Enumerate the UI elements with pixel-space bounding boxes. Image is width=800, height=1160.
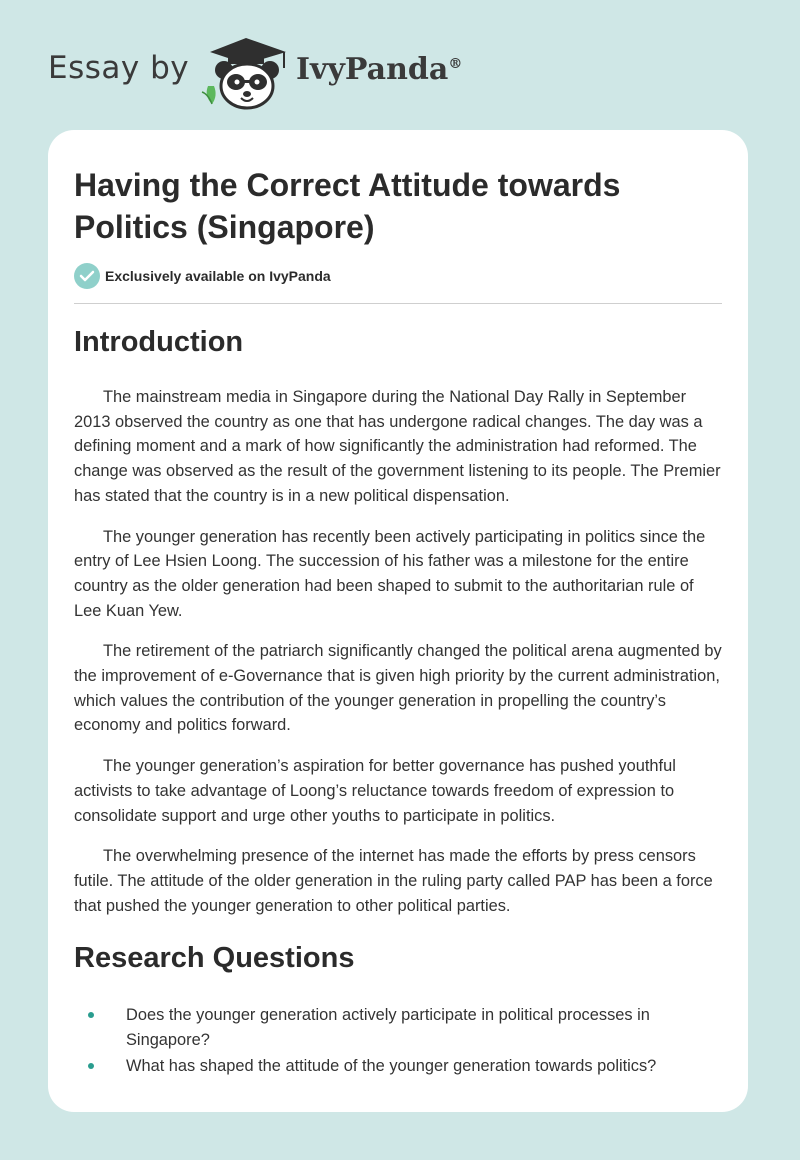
essay-by-label: Essay by bbox=[48, 50, 190, 86]
divider bbox=[74, 303, 722, 304]
research-questions-list bbox=[74, 1003, 724, 1081]
section-heading-research-questions: Research Questions bbox=[74, 942, 355, 974]
essay-title: Having the Correct Attitude towards Politics (Singapore) bbox=[74, 167, 621, 245]
registered-mark: ® bbox=[448, 56, 463, 72]
site-header bbox=[0, 0, 800, 130]
essay-card bbox=[48, 130, 748, 1112]
badge-text: Exclusively available on IvyPanda bbox=[105, 268, 331, 284]
paragraph: The younger generation has recently been actively participating in politics since the entry of Lee Hsien Loong. The succession of his father was a milestone for the entire country as the older generation had been shaped to submit to the authoritarian rule of Lee Kuan Yew. bbox=[74, 527, 706, 620]
paragraph: The retirement of the patriarch significantly changed the political arena augmented by the improvement of e-Governance that is given high priority by the current administration, which values the contribution of the younger generation in propelling the country’s economy and politics forward. bbox=[74, 642, 722, 735]
list-item-text: Does the younger generation actively participate in political processes in Singapore? bbox=[126, 1006, 650, 1049]
introduction-body bbox=[74, 385, 724, 934]
list-item bbox=[74, 1054, 724, 1079]
check-circle-icon bbox=[74, 263, 100, 289]
brand-name[interactable] bbox=[296, 52, 462, 87]
exclusive-badge bbox=[74, 263, 331, 289]
paragraph: The younger generation’s aspiration for better governance has pushed youthful activists to take advantage of Loong’s reluctance towards freedom of expression to consolidate support and urge other youths to participate in politics. bbox=[74, 757, 676, 825]
bullet-dot-icon bbox=[88, 1012, 94, 1018]
list-item-text: What has shaped the attitude of the younger generation towards politics? bbox=[126, 1057, 657, 1076]
bullet-dot-icon bbox=[88, 1063, 94, 1069]
list-item bbox=[74, 1003, 724, 1052]
paragraph: The mainstream media in Singapore during the National Day Rally in September 2013 observed the country as one that has undergone radical changes. The day was a defining moment and a mark of how significantly the administration had reformed. The change was observed as the result of the government listening to its people. The Premier has stated that the country is in a new political dispensation. bbox=[74, 388, 721, 505]
paragraph: The overwhelming presence of the internet has made the efforts by press censors futile. The attitude of the older generation in the ruling party called PAP has been a force that pushed the younger generation to other political parties. bbox=[74, 847, 713, 915]
brand-text: IvyPanda bbox=[296, 52, 449, 87]
panda-graduation-cap-icon[interactable] bbox=[200, 34, 292, 112]
section-heading-introduction: Introduction bbox=[74, 326, 244, 358]
